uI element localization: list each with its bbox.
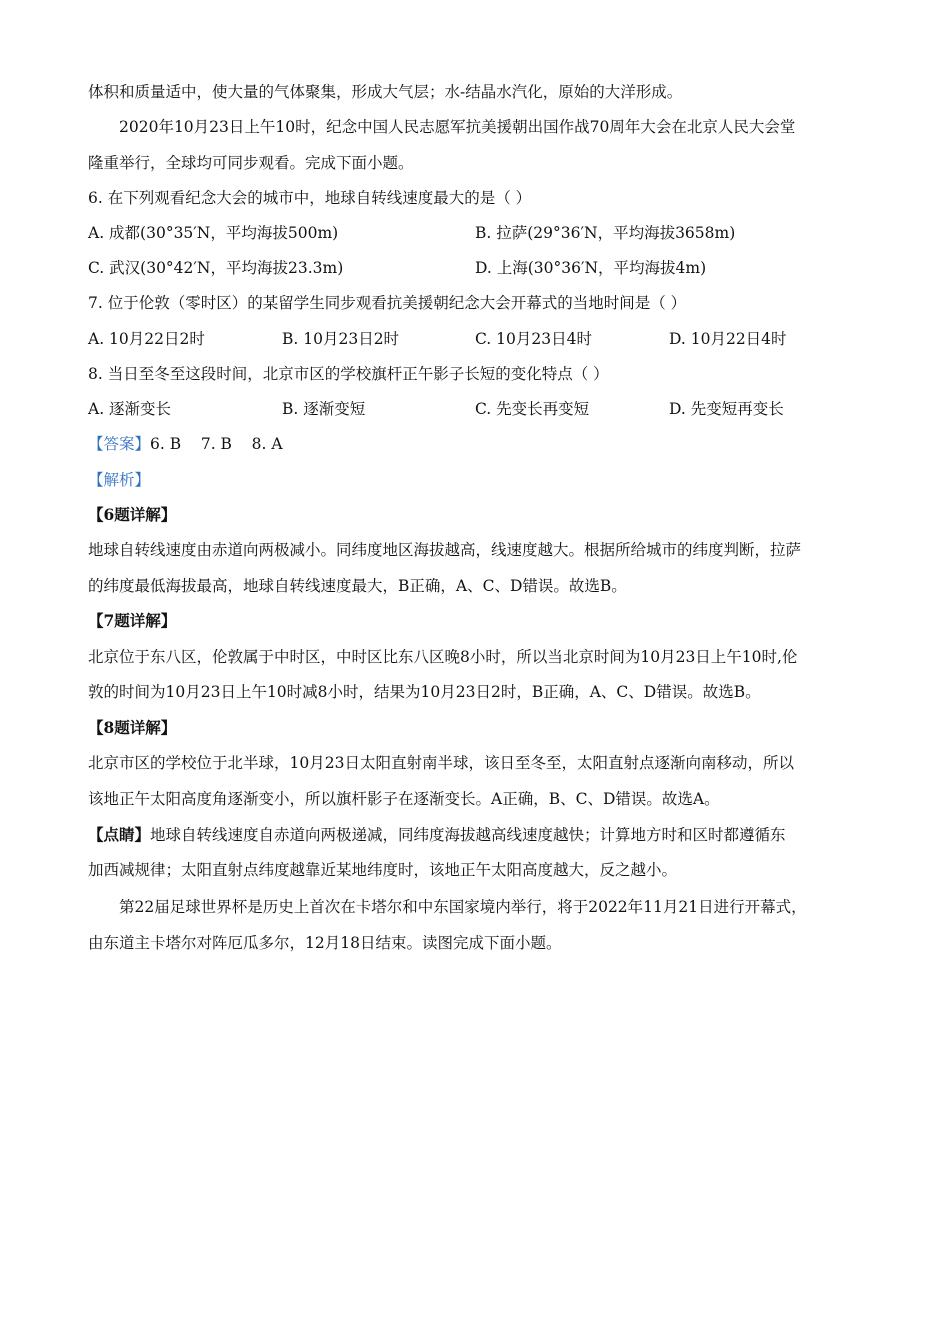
question-6-option-d: D. 上海(30°36′N，平均海拔4m) <box>475 259 707 277</box>
question-8-option-b: B. 逐渐变短 <box>282 400 366 418</box>
answer-line <box>88 433 868 455</box>
detail-8-title: 【8题详解】 <box>88 718 177 737</box>
answer-text: 6. B 7. B 8. A <box>150 435 283 453</box>
note-text-line1: 地球自转线速度自赤道向两极递减，同纬度海拔越高线速度越快；计算地方时和区时都遵循东 <box>150 826 786 844</box>
question-8-option-d: D. 先变短再变长 <box>669 400 784 418</box>
question-8-option-a: A. 逐渐变长 <box>88 400 172 418</box>
question-7-option-d: D. 10月22日4时 <box>669 330 787 348</box>
note-label: 【点睛】 <box>88 825 151 844</box>
passage1-line1: 2020年10月23日上午10时，纪念中国人民志愿军抗美援朝出国作战70周年大会在北京人民大会堂 <box>119 118 796 136</box>
question-8-stem: 8. 当日至冬至这段时间，北京市区的学校旗杆正午影子长短的变化特点（ ） <box>88 365 609 383</box>
question-7-option-a: A. 10月22日2时 <box>88 330 205 348</box>
passage1-line2: 隆重举行，全球均可同步观看。完成下面小题。 <box>88 154 414 172</box>
passage2-line2: 由东道主卡塔尔对阵厄瓜多尔，12月18日结束。读图完成下面小题。 <box>88 934 562 952</box>
detail-6-line1: 地球自转线速度由赤道向两极减小。同纬度地区海拔越高，线速度越大。根据所给城市的纬度判断，拉萨 <box>88 541 802 559</box>
analysis-label: 【解析】 <box>88 471 151 489</box>
question-7-option-c: C. 10月23日4时 <box>475 330 592 348</box>
question-7-option-b: B. 10月23日2时 <box>282 330 400 348</box>
detail-6-line2: 的纬度最低海拔最高，地球自转线速度最大，B正确，A、C、D错误。故选B。 <box>88 577 627 595</box>
question-6-option-a: A. 成都(30°35′N，平均海拔500m) <box>88 224 339 242</box>
detail-8-line1: 北京市区的学校位于北半球，10月23日太阳直射南半球，该日至冬至，太阳直射点逐渐向南移动，所以 <box>88 754 794 772</box>
question-8-option-c: C. 先变长再变短 <box>475 400 590 418</box>
detail-7-line2: 敦的时间为10月23日上午10时减8小时，结果为10月23日2时，B正确，A、C、D错误。故选B。 <box>88 683 761 701</box>
answer-label: 【答案】 <box>88 435 151 453</box>
detail-6-title: 【6题详解】 <box>88 505 177 524</box>
note-line2: 加西减规律；太阳直射点纬度越靠近某地纬度时，该地正午太阳高度越大，反之越小。 <box>88 861 678 879</box>
detail-8-line2: 该地正午太阳高度角逐渐变小，所以旗杆影子在逐渐变长。A正确，B、C、D错误。故选A。 <box>88 790 720 808</box>
question-6-option-b: B. 拉萨(29°36′N，平均海拔3658m) <box>475 224 736 242</box>
note-line1 <box>88 824 868 846</box>
question-6-stem: 6. 在下列观看纪念大会的城市中，地球自转线速度最大的是（ ） <box>88 189 532 207</box>
detail-7-line1: 北京位于东八区，伦敦属于中时区，中时区比东八区晚8小时，所以当北京时间为10月23日上午10时,伦 <box>88 648 798 666</box>
question-6-option-c: C. 武汉(30°42′N，平均海拔23.3m) <box>88 259 344 277</box>
question-7-stem: 7. 位于伦敦（零时区）的某留学生同步观看抗美援朝纪念大会开幕式的当地时间是（ ） <box>88 294 687 312</box>
detail-7-title: 【7题详解】 <box>88 611 177 630</box>
intro-tail-text: 体积和质量适中，使大量的气体聚集，形成大气层；水-结晶水汽化，原始的大洋形成。 <box>88 83 683 101</box>
passage2-line1: 第22届足球世界杯是历史上首次在卡塔尔和中东国家境内举行，将于2022年11月21日进行开幕式， <box>119 898 807 916</box>
